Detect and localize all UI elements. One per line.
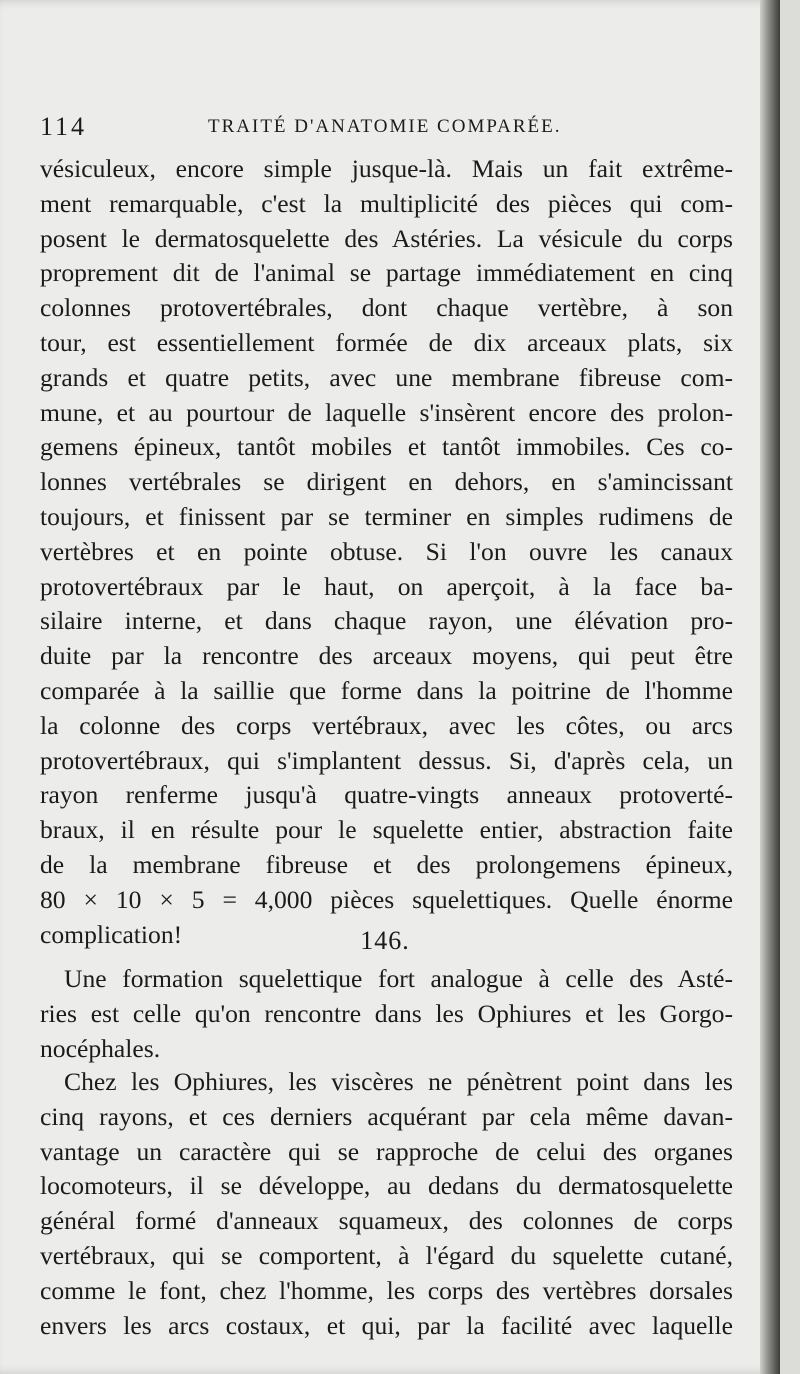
text-line: grands et quatre petits, avec une membrane fibreuse com-: [40, 362, 733, 392]
text-line: complication!: [40, 919, 183, 949]
text-line: Chez les Ophiures, les viscères ne pénètrent point dans les: [64, 1067, 733, 1096]
page-number: 114: [40, 112, 88, 141]
text-line: braux, il en résulte pour le squelette entier, abstraction faite: [40, 815, 733, 845]
text-line: de la membrane fibreuse et des prolongemens épineux,: [40, 849, 733, 879]
running-title: TRAITÉ D'ANATOMIE COMPARÉE.: [208, 116, 562, 137]
text-line: la colonne des corps vertébraux, avec les côtes, ou arcs: [40, 710, 733, 740]
text-line: cinq rayons, et ces derniers acquérant par cela même davan-: [40, 1101, 733, 1131]
page-header: [40, 112, 740, 142]
text-line: comparée à la saillie que forme dans la poitrine de l'homme: [40, 675, 733, 705]
text-line: posent le dermatosquelette des Astéries. La vésicule du corps: [40, 223, 733, 253]
text-line: lonnes vertébrales se dirigent en dehors, en s'amincissant: [40, 467, 733, 497]
text-line: protovertébraux par le haut, on aperçoit, à la face ba-: [40, 571, 733, 601]
text-line: 80 × 10 × 5 = 4,000 pièces squelettiques. Quelle énorme: [40, 884, 733, 914]
text-line: comme le font, chez l'homme, les corps des vertèbres dorsales: [40, 1275, 733, 1305]
text-line: vésiculeux, encore simple jusque-là. Mais un fait extrême-: [40, 154, 733, 183]
text-line: proprement dit de l'animal se partage immédiatement en cinq: [40, 258, 733, 288]
paragraph-2: [40, 962, 733, 1066]
text-line: nocéphales.: [40, 1033, 161, 1063]
text-line: rayon renferme jusqu'à quatre-vingts anneaux protoverté-: [40, 780, 733, 810]
text-line: locomoteurs, il se développe, au dedans du dermatosquelette: [40, 1171, 733, 1201]
page-edge: [760, 0, 780, 1374]
text-line: général formé d'anneaux squameux, des colonnes de corps: [40, 1206, 733, 1236]
paragraph-1: [40, 152, 733, 952]
text-line: duite par la rencontre des arceaux moyens, qui peut être: [40, 641, 733, 671]
text-line: ries est celle qu'on rencontre dans les Ophiures et les Gorgo-: [40, 998, 733, 1028]
text-line: Une formation squelettique fort analogue à celle des Asté-: [64, 964, 733, 993]
text-line: colonnes protovertébrales, dont chaque vertèbre, à son: [40, 293, 733, 323]
text-line: envers les arcs costaux, et qui, par la facilité avec laquelle: [40, 1310, 733, 1340]
section-number: 146.: [360, 926, 410, 955]
text-line: silaire interne, et dans chaque rayon, une élévation pro-: [40, 606, 733, 636]
paragraph-3: [40, 1065, 733, 1343]
text-line: toujours, et finissent par se terminer en simples rudimens de: [40, 501, 733, 531]
text-line: mune, et au pourtour de laquelle s'insèrent encore des prolon-: [40, 397, 733, 427]
text-line: ment remarquable, c'est la multiplicité des pièces qui com-: [40, 188, 733, 218]
text-line: tour, est essentiellement formée de dix arceaux plats, six: [40, 327, 733, 357]
text-line: protovertébraux, qui s'implantent dessus. Si, d'après cela, un: [40, 745, 733, 775]
text-line: vertèbres et en pointe obtuse. Si l'on ouvre les canaux: [40, 536, 733, 566]
text-line: vertébraux, qui se comportent, à l'égard du squelette cutané,: [40, 1240, 733, 1270]
text-line: vantage un caractère qui se rapproche de celui des organes: [40, 1136, 733, 1166]
text-line: gemens épineux, tantôt mobiles et tantôt immobiles. Ces co-: [40, 432, 733, 462]
